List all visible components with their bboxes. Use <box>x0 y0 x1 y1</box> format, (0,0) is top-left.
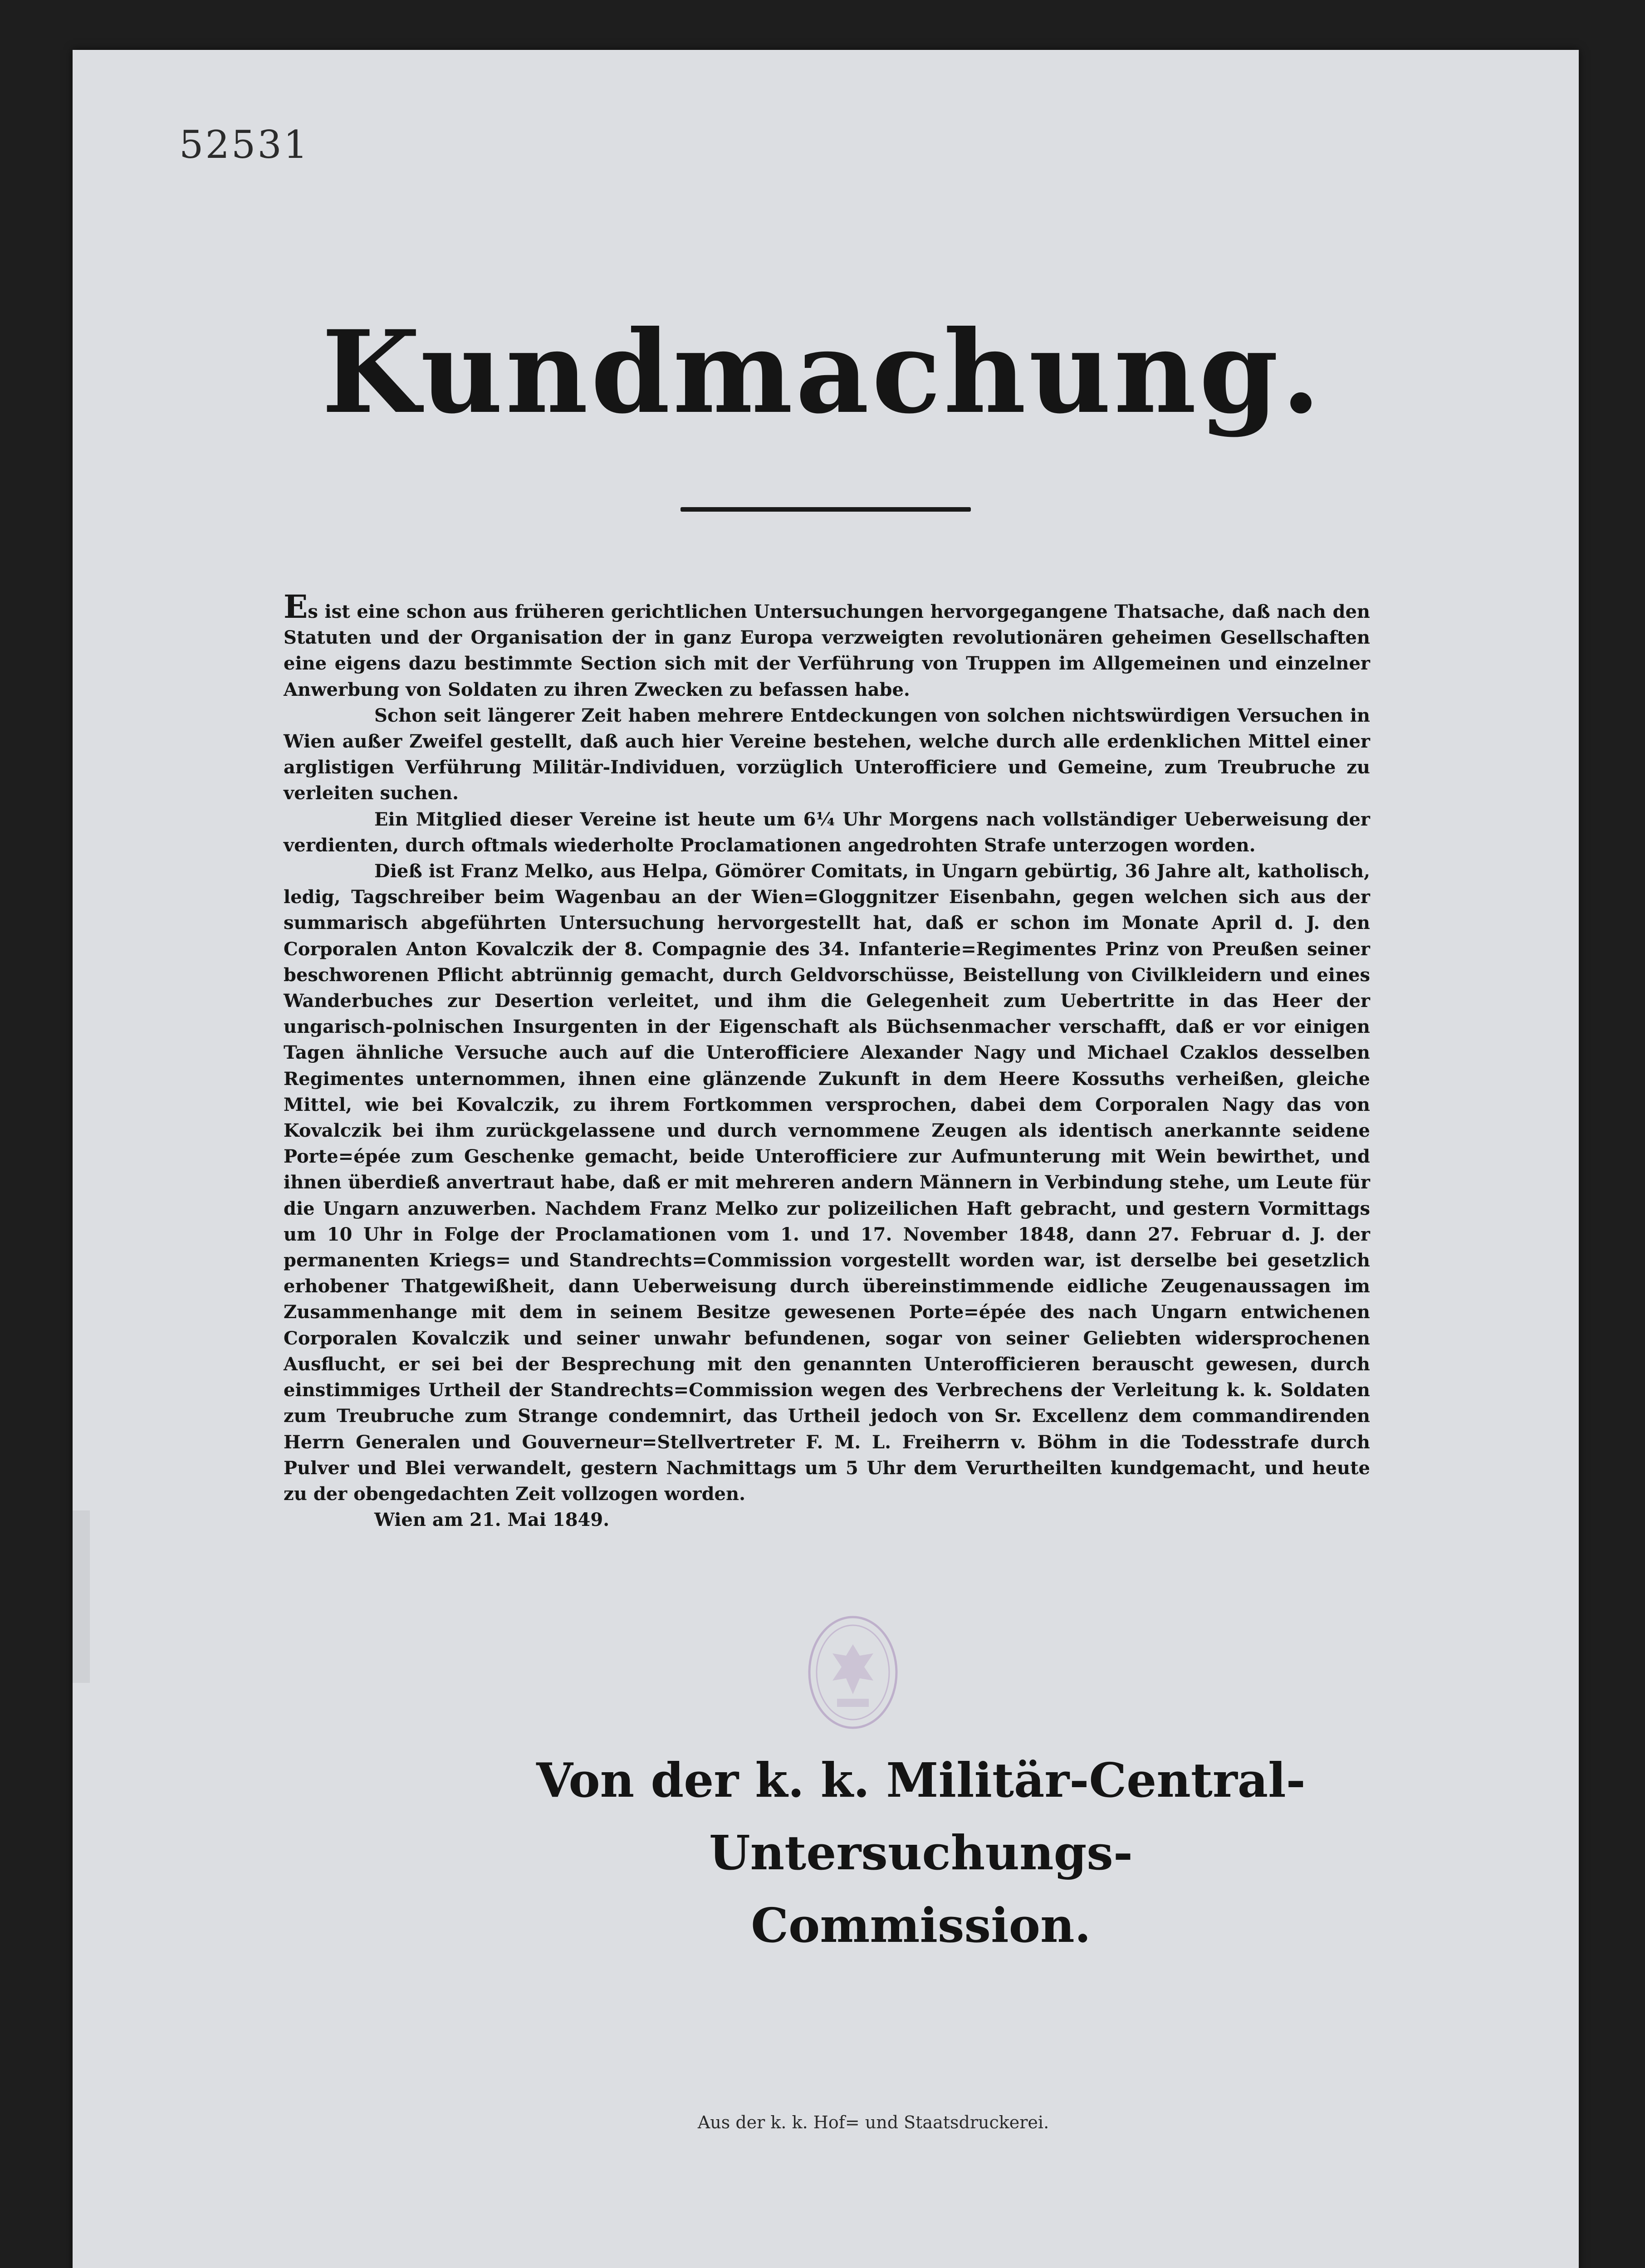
document-title: Kundmachung. <box>322 305 1323 439</box>
proclamation-body <box>284 588 1370 1655</box>
authority-line-1: Von der k. k. Militär-Central-Untersuchungs- <box>536 1752 1306 1881</box>
archive-reference-number: 52531 <box>179 122 310 167</box>
archive-stamp-icon <box>805 1613 901 1733</box>
paragraph-1-text: s ist eine schon aus früheren gerichtlichen Untersuchungen hervorgegangene Thatsache, daß nach den Statuten und der Organisation der in ganz Europa verzweigten revolutionären geheimen Gesellschaften eine eigens dazu bestimmte Section sich mit der Verführung von Truppen im Allgemeinen und einzelner Anwerbung von Soldaten zu ihren Zwecken zu befassen habe. <box>284 601 1370 700</box>
paper-edge-tear <box>73 1510 90 1683</box>
paragraph-2: Schon seit längerer Zeit haben mehrere Entdeckungen von solchen nichtswürdigen Versuchen in Wien außer Zweifel gestellt, daß auch hier Vereine bestehen, welche durch alle erdenklichen Mittel einer arglistigen Verführung Militär-Individuen, vorzüglich Unterofficiere und Gemeine, zum Treubruche zu verleiten suchen. <box>284 704 1370 804</box>
title-divider <box>681 507 971 512</box>
date-line: Wien am 21. Mai 1849. <box>374 1509 610 1531</box>
paragraph-3: Ein Mitglied dieser Vereine ist heute um 6¼ Uhr Morgens nach vollständiger Ueberweisung der verdienten, durch oftmals wiederholte Proclamationen angedrohten Strafe unterzogen worden. <box>284 808 1370 856</box>
issuing-authority <box>408 1744 1434 1962</box>
paragraph-4: Dieß ist Franz Melko, aus Helpa, Gömörer Comitats, in Ungarn gebürtig, 36 Jahre alt, katholisch, ledig, Tagschreiber beim Wagenbau an der Wien=Gloggnitzer Eisenbahn, gegen welchen sich aus der summarisch abgeführten Untersuchung hervorgestellt hat, daß er schon im Monate April d. J. den Corporalen Anton Kovalczik der 8. Compagnie des 34. Infanterie=Regimentes Prinz von Preußen seiner beschworenen Pflicht abtrünnig gemacht, durch Geldvorschüsse, Beistellung von Civilkleidern und eines Wanderbuches zur Desertion verleitet, und ihm die Gelegenheit zum Uebertritte in das Heer der ungarisch-polnischen Insurgenten in der Eigenschaft als Büchsenmacher verschafft, daß er vor einigen Tagen ähnliche Versuche auch auf die Unterofficiere Alexander Nagy und Michael Czaklos desselben Regimentes unternommen, ihnen eine glänzende Zukunft in dem Heere Kossuths verheißen, gleiche Mittel, wie bei Kovalczik, zu ihrem Fortkommen versprochen, dabei dem Corporalen Nagy das von Kovalczik bei ihm zurückgelassene und durch vernommene Zeugen als identisch anerkannte seidene Porte=épée zum Geschenke gemacht, beide Unterofficiere zur Aufmunterung mit Wein bewirthet, und ihnen überdieß anvertraut habe, daß er mit mehreren andern Männern in Verbindung stehe, um Leute für die Ungarn anzuwerben. Nachdem Franz Melko zur polizeilichen Haft gebracht, und gestern Vormittags um 10 Uhr in Folge der Proclamationen vom 1. und 17. November 1848, dann 27. Februar d. J. der permanenten Kriegs= und Standrechts=Commission vorgestellt worden war, ist derselbe bei gesetzlich erhobener Thatgewißheit, dann Ueberweisung durch übereinstimmende eidliche Zeugenaussagen im Zusammenhange mit dem in seinem Besitze gewesenen Porte=épée des nach Ungarn entwichenen Corporalen Kovalczik und seiner unwahr befundenen, sogar von seiner Geliebten widersprochenen Ausflucht, er sei bei der Besprechung mit den genannten Unterofficieren berauscht gewesen, durch einstimmiges Urtheil der Standrechts=Commission wegen des Verbrechens der Verleitung k. k. Soldaten zum Treubruche zum Strange condemnirt, das Urtheil jedoch von Sr. Excellenz dem commandirenden Herrn Generalen und Gouverneur=Stellvertreter F. M. L. Freiherrn v. Böhm in die Todesstrafe durch Pulver und Blei verwandelt, gestern Nachmittags um 5 Uhr dem Verurtheilten kundgemacht, und heute zu der obengedachten Zeit vollzogen worden. <box>284 860 1370 1505</box>
authority-line-2: Commission. <box>751 1897 1091 1953</box>
drop-initial: E <box>284 588 308 626</box>
paragraph-1 <box>284 588 1370 703</box>
printer-imprint: Aus der k. k. Hof= und Staatsdruckerei. <box>697 2112 1049 2132</box>
